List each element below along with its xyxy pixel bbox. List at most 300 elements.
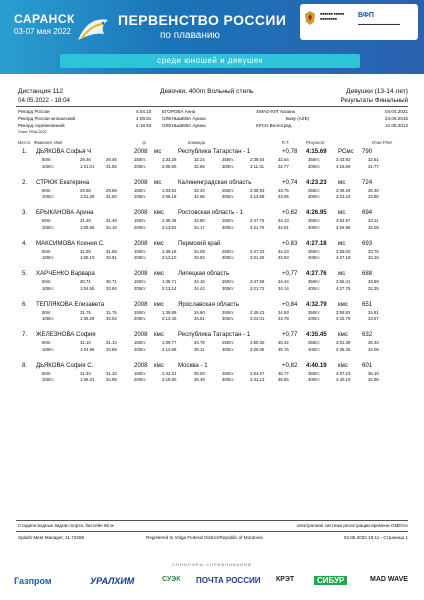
split-time: 2:47.33 xyxy=(250,248,265,254)
split-time: 35.76 xyxy=(278,346,289,352)
split-distance: 400m: xyxy=(308,346,320,352)
sport-rank: кмс xyxy=(154,300,164,308)
split-time: 3:54.87 xyxy=(336,218,351,223)
result-time: 4:26.95 xyxy=(306,209,327,216)
split-time: 3:24.01 xyxy=(250,316,265,321)
record-holder: ОЛЕНЬШЕВА Арина xyxy=(162,116,206,121)
team-name: Ростовская область - 1 xyxy=(178,209,244,216)
split-time: 34.05 xyxy=(278,194,289,199)
sponsor-uralchem: УРАЛХИМ xyxy=(90,576,135,586)
record-date: 12.05.2013 xyxy=(385,123,408,128)
split-time: 1:33.62 xyxy=(162,187,177,193)
split-time: 31.33 xyxy=(106,370,117,376)
split-time: 31.59 xyxy=(80,248,91,254)
split-distance: 50m: xyxy=(42,248,52,254)
split-time: 3:58.82 xyxy=(336,309,351,315)
split-time: 4:27.76 xyxy=(336,285,351,291)
split-time: 34.60 xyxy=(194,309,205,315)
split-time: 36.49 xyxy=(194,377,205,382)
split-time: 2:18.80 xyxy=(162,377,177,382)
split-distance: 200m: xyxy=(134,194,146,199)
banner-title: ПЕРВЕНСТВО РОССИИ xyxy=(118,12,287,28)
sponsor-gazprom: Газпром xyxy=(14,576,52,586)
record-club: ХМАО-КЛГ Казань xyxy=(256,109,296,114)
split-time: 3:11.31 xyxy=(250,163,265,169)
pool-info: Стадион водных видов спорта, бассейн 50 м xyxy=(18,523,114,528)
split-distance: 200m: xyxy=(134,163,146,169)
split-time: 4:32.79 xyxy=(336,316,351,321)
split-distance: 400m: xyxy=(308,255,320,260)
split-time: 2:06.18 xyxy=(162,194,177,199)
split-time: 2:13.10 xyxy=(162,255,177,260)
split-distance: 300m: xyxy=(222,224,234,230)
result-place: 3. xyxy=(22,209,28,216)
split-distance: 250m: xyxy=(222,248,234,254)
birth-year: 2008 xyxy=(134,148,148,155)
split-time: 33.93 xyxy=(278,255,289,260)
split-time: 31.59 xyxy=(106,248,117,254)
results-label: Результаты Финальный xyxy=(340,97,408,104)
reaction-time: +0,84 xyxy=(282,300,298,308)
split-time: 34.14 xyxy=(278,285,289,291)
split-time: 35.30 xyxy=(368,187,379,193)
qualification: мс xyxy=(338,178,346,186)
split-time: 1:05.29 xyxy=(80,316,95,321)
athlete-name: ЖЕЛЕЗНОВА София xyxy=(36,331,96,338)
athlete-name: ТЕПЛЯКОВА Елизавета xyxy=(36,300,105,308)
split-distance: 350m: xyxy=(308,370,320,376)
print-info: 04.05.2022 18:11 - Страница 1 xyxy=(343,535,408,540)
birth-year: 2008 xyxy=(134,361,148,369)
result-row xyxy=(0,362,424,392)
split-time: 1:39.45 xyxy=(162,218,177,223)
fina-points: 790 xyxy=(362,148,373,155)
split-time: 1:01.28 xyxy=(80,194,95,199)
split-time: 31.10 xyxy=(106,340,117,345)
split-time: 31.49 xyxy=(80,218,91,223)
split-time: 34.44 xyxy=(278,279,289,284)
split-distance: 150m: xyxy=(134,370,146,376)
sport-rank: кмс xyxy=(154,239,164,247)
result-place: 7. xyxy=(22,331,28,338)
split-time: 2:50.30 xyxy=(250,340,265,345)
split-time: 35.11 xyxy=(194,346,205,352)
split-time: 3:55.02 xyxy=(336,248,351,254)
split-time: 3:55.41 xyxy=(336,279,351,284)
event-title: Девочки, 400m Вольный стиль xyxy=(160,88,254,95)
split-time: 31.49 xyxy=(106,218,117,223)
split-distance: 50m: xyxy=(42,370,52,376)
team-name: Калининградская область xyxy=(178,178,252,186)
split-distance: 150m: xyxy=(134,279,146,284)
qualification: мс xyxy=(338,239,346,247)
result-time: 4:35.45 xyxy=(306,331,327,338)
split-time: 33.89 xyxy=(106,346,117,352)
result-row xyxy=(0,301,424,331)
vfp-logo-subtext: ▬▬▬▬▬▬▬▬▬▬▬▬ xyxy=(358,22,400,26)
split-time: 4:40.19 xyxy=(336,377,351,382)
split-time: 29.46 xyxy=(106,157,117,162)
split-time: 33.11 xyxy=(368,218,379,223)
split-time: 29.68 xyxy=(106,187,117,193)
qualification: мс xyxy=(338,270,346,277)
result-time: 4:40.19 xyxy=(306,361,327,369)
split-time: 3:21.76 xyxy=(250,224,265,230)
record-name: Рекорд России юношеский xyxy=(18,116,76,121)
split-time: 31.75 xyxy=(80,309,91,315)
split-time: 4:27.18 xyxy=(336,255,351,260)
split-distance: 150m: xyxy=(134,157,146,162)
fina-points: 632 xyxy=(362,331,373,338)
split-distance: 300m: xyxy=(222,346,234,352)
birth-year: 2008 xyxy=(134,178,148,186)
split-time: 30.71 xyxy=(106,279,117,284)
split-distance: 350m: xyxy=(308,157,320,162)
col-rt: R.T. xyxy=(282,140,290,145)
split-time: 35.77 xyxy=(278,370,289,376)
split-time: 36.56 xyxy=(278,377,289,382)
split-time: 32.34 xyxy=(194,187,205,193)
split-distance: 350m: xyxy=(308,279,320,284)
split-distance: 350m: xyxy=(308,187,320,193)
split-distance: 100m: xyxy=(42,316,54,321)
record-date: 24.06.2015 xyxy=(385,116,408,121)
split-time: 35.33 xyxy=(368,340,379,345)
split-time: 34.23 xyxy=(278,248,289,254)
split-time: 30.71 xyxy=(80,279,91,284)
split-time: 32.08 xyxy=(368,224,379,230)
event-number: Дистанция 112 xyxy=(18,88,64,95)
col-year: гр xyxy=(142,140,146,145)
split-time: 32.61 xyxy=(368,157,379,162)
split-time: 34.98 xyxy=(106,377,117,382)
result-place: 8. xyxy=(22,361,28,369)
split-distance: 150m: xyxy=(134,187,146,193)
split-distance: 50m: xyxy=(42,157,52,162)
split-distance: 300m: xyxy=(222,285,234,291)
split-time: 4:01.39 xyxy=(336,340,351,345)
result-row xyxy=(0,179,424,209)
sponsor-kret: КРЭТ xyxy=(276,576,295,583)
split-distance: 350m: xyxy=(308,309,320,315)
split-distance: 400m: xyxy=(308,377,320,382)
split-distance: 50m: xyxy=(42,340,52,345)
split-time: 2:13.62 xyxy=(162,224,177,230)
split-time: 31.60 xyxy=(106,194,117,199)
team-name: Липецкая область xyxy=(178,270,230,277)
split-time: 3:21.26 xyxy=(250,255,265,260)
split-time: 34.83 xyxy=(278,309,289,315)
split-time: 31.75 xyxy=(106,309,117,315)
split-time: 34.16 xyxy=(106,224,117,230)
split-time: 34.51 xyxy=(194,316,205,321)
split-time: 3:26.06 xyxy=(250,346,265,352)
fina-points: 694 xyxy=(362,209,373,216)
split-time: 32.56 xyxy=(194,194,205,199)
record-holder: ЕГОРОВА Анна xyxy=(162,109,196,114)
banner-strip-text: среди юношей и девушек xyxy=(157,56,263,65)
split-distance: 150m: xyxy=(134,340,146,345)
birth-year: 2008 xyxy=(134,209,148,216)
sport-rank: мс xyxy=(154,178,162,186)
split-time: 34.17 xyxy=(194,224,205,230)
result-place: 4. xyxy=(22,239,28,247)
split-time: 34.78 xyxy=(194,340,205,345)
split-distance: 100m: xyxy=(42,377,54,382)
split-distance: 400m: xyxy=(308,194,320,199)
col-result: Результат xyxy=(306,140,326,145)
qualification: РСмс xyxy=(338,148,354,155)
result-place: 5. xyxy=(22,270,28,277)
reaction-time: +0,77 xyxy=(282,270,298,277)
split-time: 34.78 xyxy=(278,316,289,321)
split-distance: 100m: xyxy=(42,285,54,291)
split-distance: 300m: xyxy=(222,194,234,199)
sponsor-madwave: MAD WAVE xyxy=(370,576,408,583)
split-time: 4:15.69 xyxy=(336,163,351,169)
header-divider xyxy=(16,106,408,107)
age-group: Девушки (13-14 лет) xyxy=(346,88,408,95)
result-time: 4:27.18 xyxy=(306,239,327,247)
split-distance: 200m: xyxy=(134,224,146,230)
split-time: 2:13.14 xyxy=(162,285,177,291)
split-distance: 200m: xyxy=(134,346,146,352)
qualification: кмс xyxy=(338,361,348,369)
split-distance: 300m: xyxy=(222,316,234,321)
split-time: 34.08 xyxy=(194,248,205,254)
split-time: 1:33.25 xyxy=(162,157,177,162)
split-time: 4:23.23 xyxy=(336,194,351,199)
split-distance: 100m: xyxy=(42,346,54,352)
fina-points: 651 xyxy=(362,300,373,308)
banner-dates: 03-07 мая 2022 xyxy=(14,27,71,36)
athlete-name: СТРЮК Екатерина xyxy=(36,178,90,186)
sport-rank: кмс xyxy=(154,361,164,369)
team-name: Пермский край xyxy=(178,239,221,247)
banner-strip xyxy=(60,54,360,68)
split-time: 31.33 xyxy=(80,370,91,376)
footer-divider-mid xyxy=(16,531,408,532)
split-time: 33.97 xyxy=(368,316,379,321)
reaction-time: +0,77 xyxy=(282,331,298,338)
split-time: 2:39.93 xyxy=(250,187,265,193)
result-row xyxy=(0,148,424,178)
split-time: 33.54 xyxy=(106,316,117,321)
event-banner xyxy=(0,0,424,74)
sponsor-sibur: СИБУР xyxy=(314,576,347,585)
split-distance: 400m: xyxy=(308,163,320,169)
reaction-time: +0,82 xyxy=(282,361,298,369)
split-distance: 350m: xyxy=(308,340,320,345)
split-time: 1:05.10 xyxy=(80,255,95,260)
split-time: 33.80 xyxy=(194,218,205,223)
split-time: 34.06 xyxy=(368,346,379,352)
record-name: Рекорд России xyxy=(18,109,50,114)
split-time: 31.77 xyxy=(368,163,379,169)
result-time: 4:27.76 xyxy=(306,270,327,277)
split-time: 4:35.45 xyxy=(336,346,351,352)
split-distance: 350m: xyxy=(308,218,320,223)
split-time: 2:14.88 xyxy=(162,346,177,352)
athlete-name: ХАРЧЕНКО Варвара xyxy=(36,270,95,277)
split-time: 29.68 xyxy=(80,187,91,193)
split-time: 31.10 xyxy=(80,340,91,345)
reaction-time: +0,62 xyxy=(282,209,298,216)
result-time: 4:23.23 xyxy=(306,178,327,186)
split-time: 33.51 xyxy=(106,255,117,260)
ministry-logo-text: ■■■■■■ ■■■■■ ■■■■■■■■ xyxy=(320,12,345,21)
record-date: 04.04.2021 xyxy=(385,109,408,114)
split-distance: 200m: xyxy=(134,377,146,382)
split-time: 33.69 xyxy=(368,279,379,284)
split-distance: 250m: xyxy=(222,279,234,284)
athlete-name: ДЬЯКОВА Софья Ч xyxy=(36,148,92,155)
split-distance: 200m: xyxy=(134,285,146,291)
qualification: кмс xyxy=(338,300,348,308)
split-time: 2:47.58 xyxy=(250,279,265,284)
result-row xyxy=(0,270,424,300)
athlete-name: ДЬЯКОВА София С. xyxy=(36,361,94,369)
sport-rank: кмс xyxy=(154,331,164,338)
split-time: 1:39.18 xyxy=(162,248,177,254)
split-time: 35.42 xyxy=(278,340,289,345)
split-distance: 50m: xyxy=(42,309,52,315)
banner-subtitle: по плаванию xyxy=(160,30,220,41)
team-name: Ярославская область xyxy=(178,300,240,308)
fish-logo-icon xyxy=(74,10,116,52)
split-time: 3:13.98 xyxy=(250,194,265,199)
split-time: 32.35 xyxy=(368,285,379,291)
split-distance: 100m: xyxy=(42,194,54,199)
split-distance: 200m: xyxy=(134,316,146,321)
split-time: 2:05.90 xyxy=(162,163,177,169)
split-time: 4:26.95 xyxy=(336,224,351,230)
vfp-logo: ВФП xyxy=(358,12,374,19)
birth-year: 2008 xyxy=(134,331,148,338)
split-time: 33.76 xyxy=(368,248,379,254)
timing-info: электронная система регистрации времени OMEGA xyxy=(296,523,408,528)
split-time: 2:14.40 xyxy=(162,316,177,321)
col-points: Очки FINA xyxy=(372,140,393,145)
reaction-time: +0,74 xyxy=(282,178,298,186)
split-distance: 50m: xyxy=(42,218,52,223)
split-distance: 400m: xyxy=(308,316,320,321)
split-time: 36.10 xyxy=(368,370,379,376)
col-team: Команда xyxy=(188,140,206,145)
split-time: 3:31.13 xyxy=(250,377,265,382)
record-club: КРСН Волгоград xyxy=(256,123,292,128)
result-place: 6. xyxy=(22,300,28,308)
sponsor-pochta: ПОЧТА РОССИИ xyxy=(196,576,261,585)
split-time: 34.13 xyxy=(278,218,289,223)
sponsors-bar xyxy=(0,560,424,600)
split-distance: 100m: xyxy=(42,163,54,169)
split-time: 2:38.54 xyxy=(250,157,265,162)
record-holder: ОЛЕНЬШЕВА Арина xyxy=(162,123,206,128)
split-distance: 100m: xyxy=(42,224,54,230)
split-distance: 250m: xyxy=(222,370,234,376)
split-distance: 400m: xyxy=(308,285,320,291)
sport-rank: кмс xyxy=(154,209,164,216)
split-distance: 150m: xyxy=(134,309,146,315)
split-time: 32.77 xyxy=(278,163,289,169)
split-distance: 250m: xyxy=(222,340,234,345)
fina-note: Очки: FINA 2022 xyxy=(18,130,47,134)
split-distance: 250m: xyxy=(222,218,234,223)
registration-info: Registered to Volga Federal District/Republic of Mordovia xyxy=(146,535,263,540)
result-row xyxy=(0,209,424,239)
split-time: 3:49.28 xyxy=(336,187,351,193)
athlete-name: МАКСИМОВА Ксения С. xyxy=(36,239,105,247)
split-time: 33.75 xyxy=(278,187,289,193)
split-time: 1:04.55 xyxy=(80,285,95,291)
split-distance: 300m: xyxy=(222,377,234,382)
split-time: 33.84 xyxy=(106,285,117,291)
split-time: 32.65 xyxy=(194,163,205,169)
split-time: 2:47.75 xyxy=(250,218,265,223)
split-time: 2:49.23 xyxy=(250,309,265,315)
split-time: 29.46 xyxy=(80,157,91,162)
split-distance: 300m: xyxy=(222,255,234,260)
split-time: 3:43.92 xyxy=(336,157,351,162)
split-time: 33.92 xyxy=(194,255,205,260)
event-datetime: 04.05.2022 - 18:04 xyxy=(18,97,70,104)
sport-rank: кмс xyxy=(154,270,164,277)
banner-city: САРАНСК xyxy=(14,12,75,26)
partner-logos xyxy=(300,4,418,40)
split-time: 1:38.71 xyxy=(162,279,177,284)
split-time: 34.01 xyxy=(278,224,289,230)
team-name: Республика Татарстан - 1 xyxy=(178,331,251,338)
result-time: 4:32.79 xyxy=(306,300,327,308)
birth-year: 2008 xyxy=(134,270,148,277)
fina-points: 724 xyxy=(362,178,373,186)
split-time: 1:06.31 xyxy=(80,377,95,382)
split-distance: 150m: xyxy=(134,218,146,223)
software-info: Splash Meet Manager, 11.72268 xyxy=(18,535,85,540)
split-time: 1:05.65 xyxy=(80,224,95,230)
col-name: Фамилия, Имя xyxy=(34,140,63,145)
fina-points: 688 xyxy=(362,270,373,277)
sponsor-suek: СУЭК xyxy=(162,576,181,583)
sponsors-label: СПОНСОРЫ СОРЕВНОВАНИЙ xyxy=(172,562,252,567)
split-time: 36.00 xyxy=(194,370,205,376)
split-time: 1:04.99 xyxy=(80,346,95,352)
split-time: 34.16 xyxy=(194,279,205,284)
result-time: 4:15.69 xyxy=(306,148,327,155)
team-name: Москва - 1 xyxy=(178,361,208,369)
record-time: 4:04.10 xyxy=(136,109,152,114)
fina-points: 601 xyxy=(362,361,373,369)
split-distance: 250m: xyxy=(222,187,234,193)
split-distance: 250m: xyxy=(222,157,234,162)
split-time: 3:21.72 xyxy=(250,285,265,291)
split-time: 31.55 xyxy=(106,163,117,169)
split-distance: 400m: xyxy=(308,224,320,230)
result-place: 2. xyxy=(22,178,28,186)
split-distance: 250m: xyxy=(222,309,234,315)
fina-points: 693 xyxy=(362,239,373,247)
record-club: Баку (AZE) xyxy=(286,116,310,121)
split-distance: 200m: xyxy=(134,255,146,260)
birth-year: 2008 xyxy=(134,239,148,247)
split-distance: 150m: xyxy=(134,248,146,254)
col-place: Место xyxy=(18,140,31,145)
split-time: 4:07.23 xyxy=(336,370,351,376)
birth-year: 2008 xyxy=(134,300,148,308)
split-distance: 50m: xyxy=(42,279,52,284)
split-time: 32.16 xyxy=(368,255,379,260)
